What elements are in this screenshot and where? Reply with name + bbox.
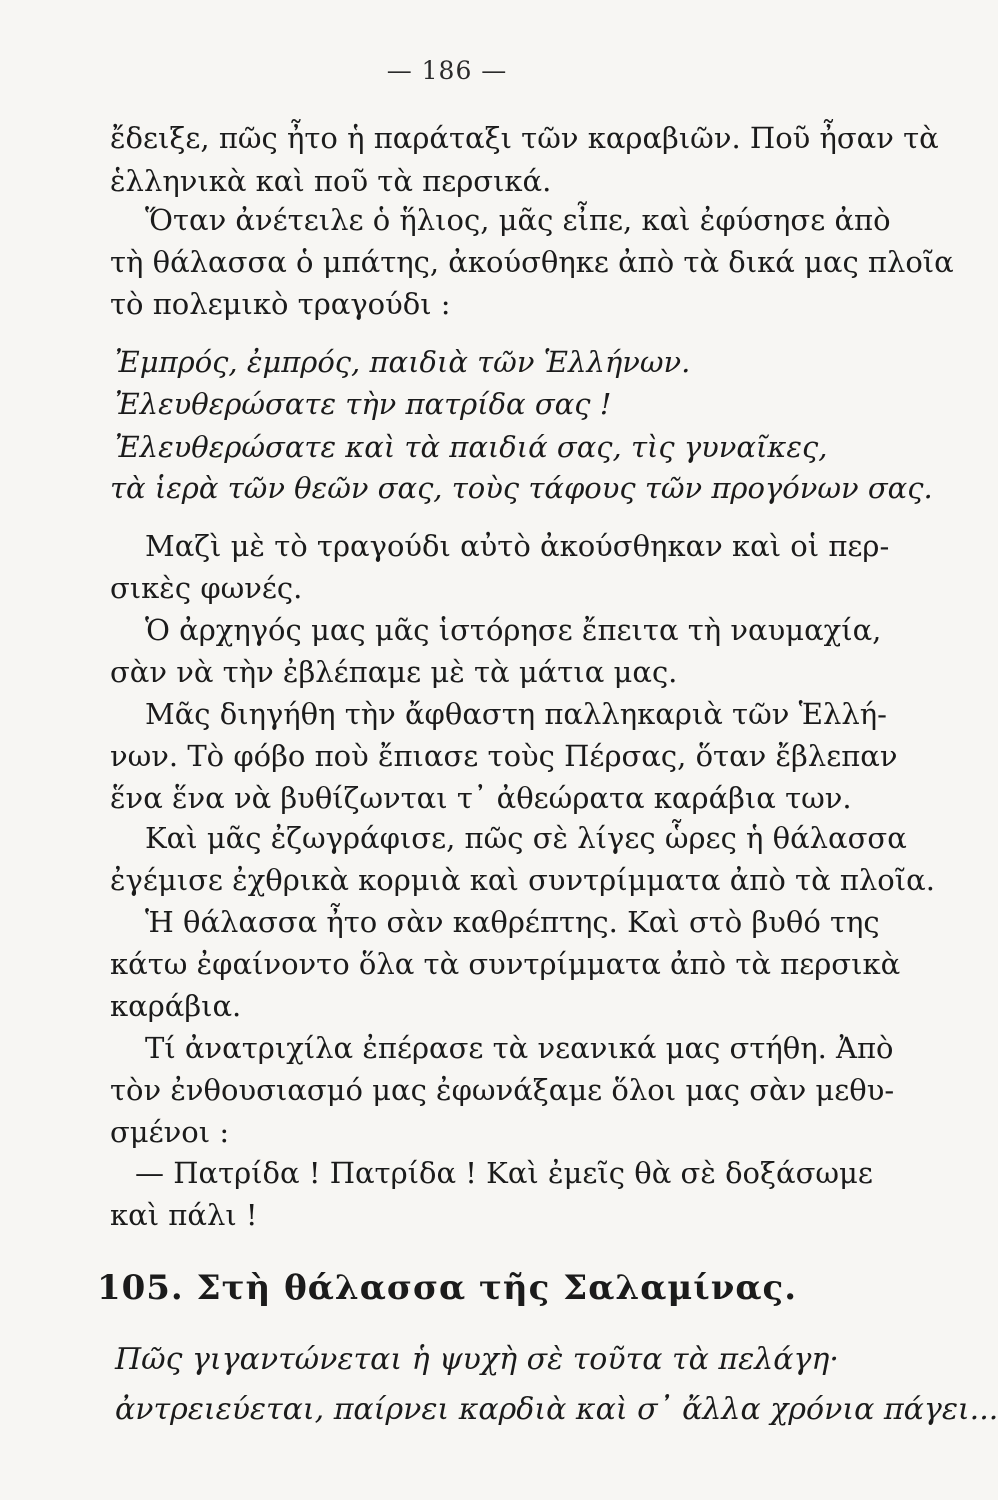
- text-line: — Πατρίδα ! Πατρίδα ! Καὶ ἐμεῖς θὰ σὲ δοξάσωμε: [135, 1156, 873, 1190]
- text-line: Ὅταν ἀνέτειλε ὁ ἥλιος, μᾶς εἶπε, καὶ ἐφύσησε ἀπὸ: [145, 203, 891, 237]
- text-line: ἔδειξε, πῶς ἦτο ἡ παράταξι τῶν καραβιῶν. Ποῦ ἦσαν τὰ: [110, 121, 939, 155]
- text-line: ἑλληνικὰ καὶ ποῦ τὰ περσικά.: [110, 164, 552, 198]
- text-line: τὸν ἐνθουσιασμό μας ἐφωνάξαμε ὅλοι μας σὰν μεθυ-: [110, 1073, 895, 1107]
- text-line: Ἡ θάλασσα ἦτο σὰν καθρέπτης. Καὶ στὸ βυθό της: [145, 905, 880, 939]
- text-line: σμένοι :: [110, 1115, 230, 1149]
- text-line: Μαζὶ μὲ τὸ τραγούδι αὐτὸ ἀκούσθηκαν καὶ οἱ περ-: [145, 529, 890, 563]
- song-line: τὰ ἱερὰ τῶν θεῶν σας, τοὺς τάφους τῶν προγόνων σας.: [110, 471, 933, 505]
- text-line: Ὁ ἀρχηγός μας μᾶς ἱστόρησε ἔπειτα τὴ ναυμαχία,: [145, 613, 882, 647]
- text-line: τὴ θάλασσα ὁ μπάτης, ἀκούσθηκε ἀπὸ τὰ δικά μας πλοῖα: [110, 245, 954, 279]
- text-line: ἐγέμισε ἐχθρικὰ κορμιὰ καὶ συντρίμματα ἀπὸ τὰ πλοῖα.: [110, 863, 935, 897]
- text-line: καὶ πάλι !: [110, 1198, 258, 1232]
- text-line: τὸ πολεμικὸ τραγούδι :: [110, 287, 451, 321]
- text-line: ἕνα ἕνα νὰ βυθίζωνται τ᾿ ἀθεώρατα καράβια των.: [110, 781, 852, 815]
- poem-line: Πῶς γιγαντώνεται ἡ ψυχὴ σὲ τοῦτα τὰ πελάγη·: [115, 1342, 839, 1377]
- text-line: Τί ἀνατριχίλα ἐπέρασε τὰ νεανικά μας στήθη. Ἀπὸ: [145, 1031, 894, 1065]
- page-number: — 186 —: [386, 56, 508, 85]
- song-line: Ἐλευθερώσατε τὴν πατρίδα σας !: [115, 387, 612, 421]
- song-line: Ἐλευθερώσατε καὶ τὰ παιδιά σας, τὶς γυναῖκες,: [115, 430, 828, 464]
- text-line: κάτω ἐφαίνοντο ὅλα τὰ συντρίμματα ἀπὸ τὰ περσικὰ: [110, 947, 901, 981]
- text-line: σὰν νὰ τὴν ἐβλέπαμε μὲ τὰ μάτια μας.: [110, 655, 678, 689]
- poem-line: ἀντρειεύεται, παίρνει καρδιὰ καὶ σ᾿ ἄλλα χρόνια πάγει...: [115, 1392, 998, 1427]
- text-line: Μᾶς διηγήθη τὴν ἄφθαστη παλληκαριὰ τῶν Ἑλλή-: [145, 697, 887, 731]
- text-line: νων. Τὸ φόβο ποὺ ἔπιασε τοὺς Πέρσας, ὅταν ἔβλεπαν: [110, 739, 898, 773]
- song-line: Ἐμπρός, ἐμπρός, παιδιὰ τῶν Ἑλλήνων.: [115, 345, 691, 379]
- text-line: Καὶ μᾶς ἐζωγράφισε, πῶς σὲ λίγες ὧρες ἡ θάλασσα: [145, 821, 907, 855]
- section-heading: 105. Στὴ θάλασσα τῆς Σαλαμίνας.: [96, 1268, 798, 1308]
- text-line: καράβια.: [110, 989, 242, 1023]
- text-line: σικὲς φωνές.: [110, 571, 303, 605]
